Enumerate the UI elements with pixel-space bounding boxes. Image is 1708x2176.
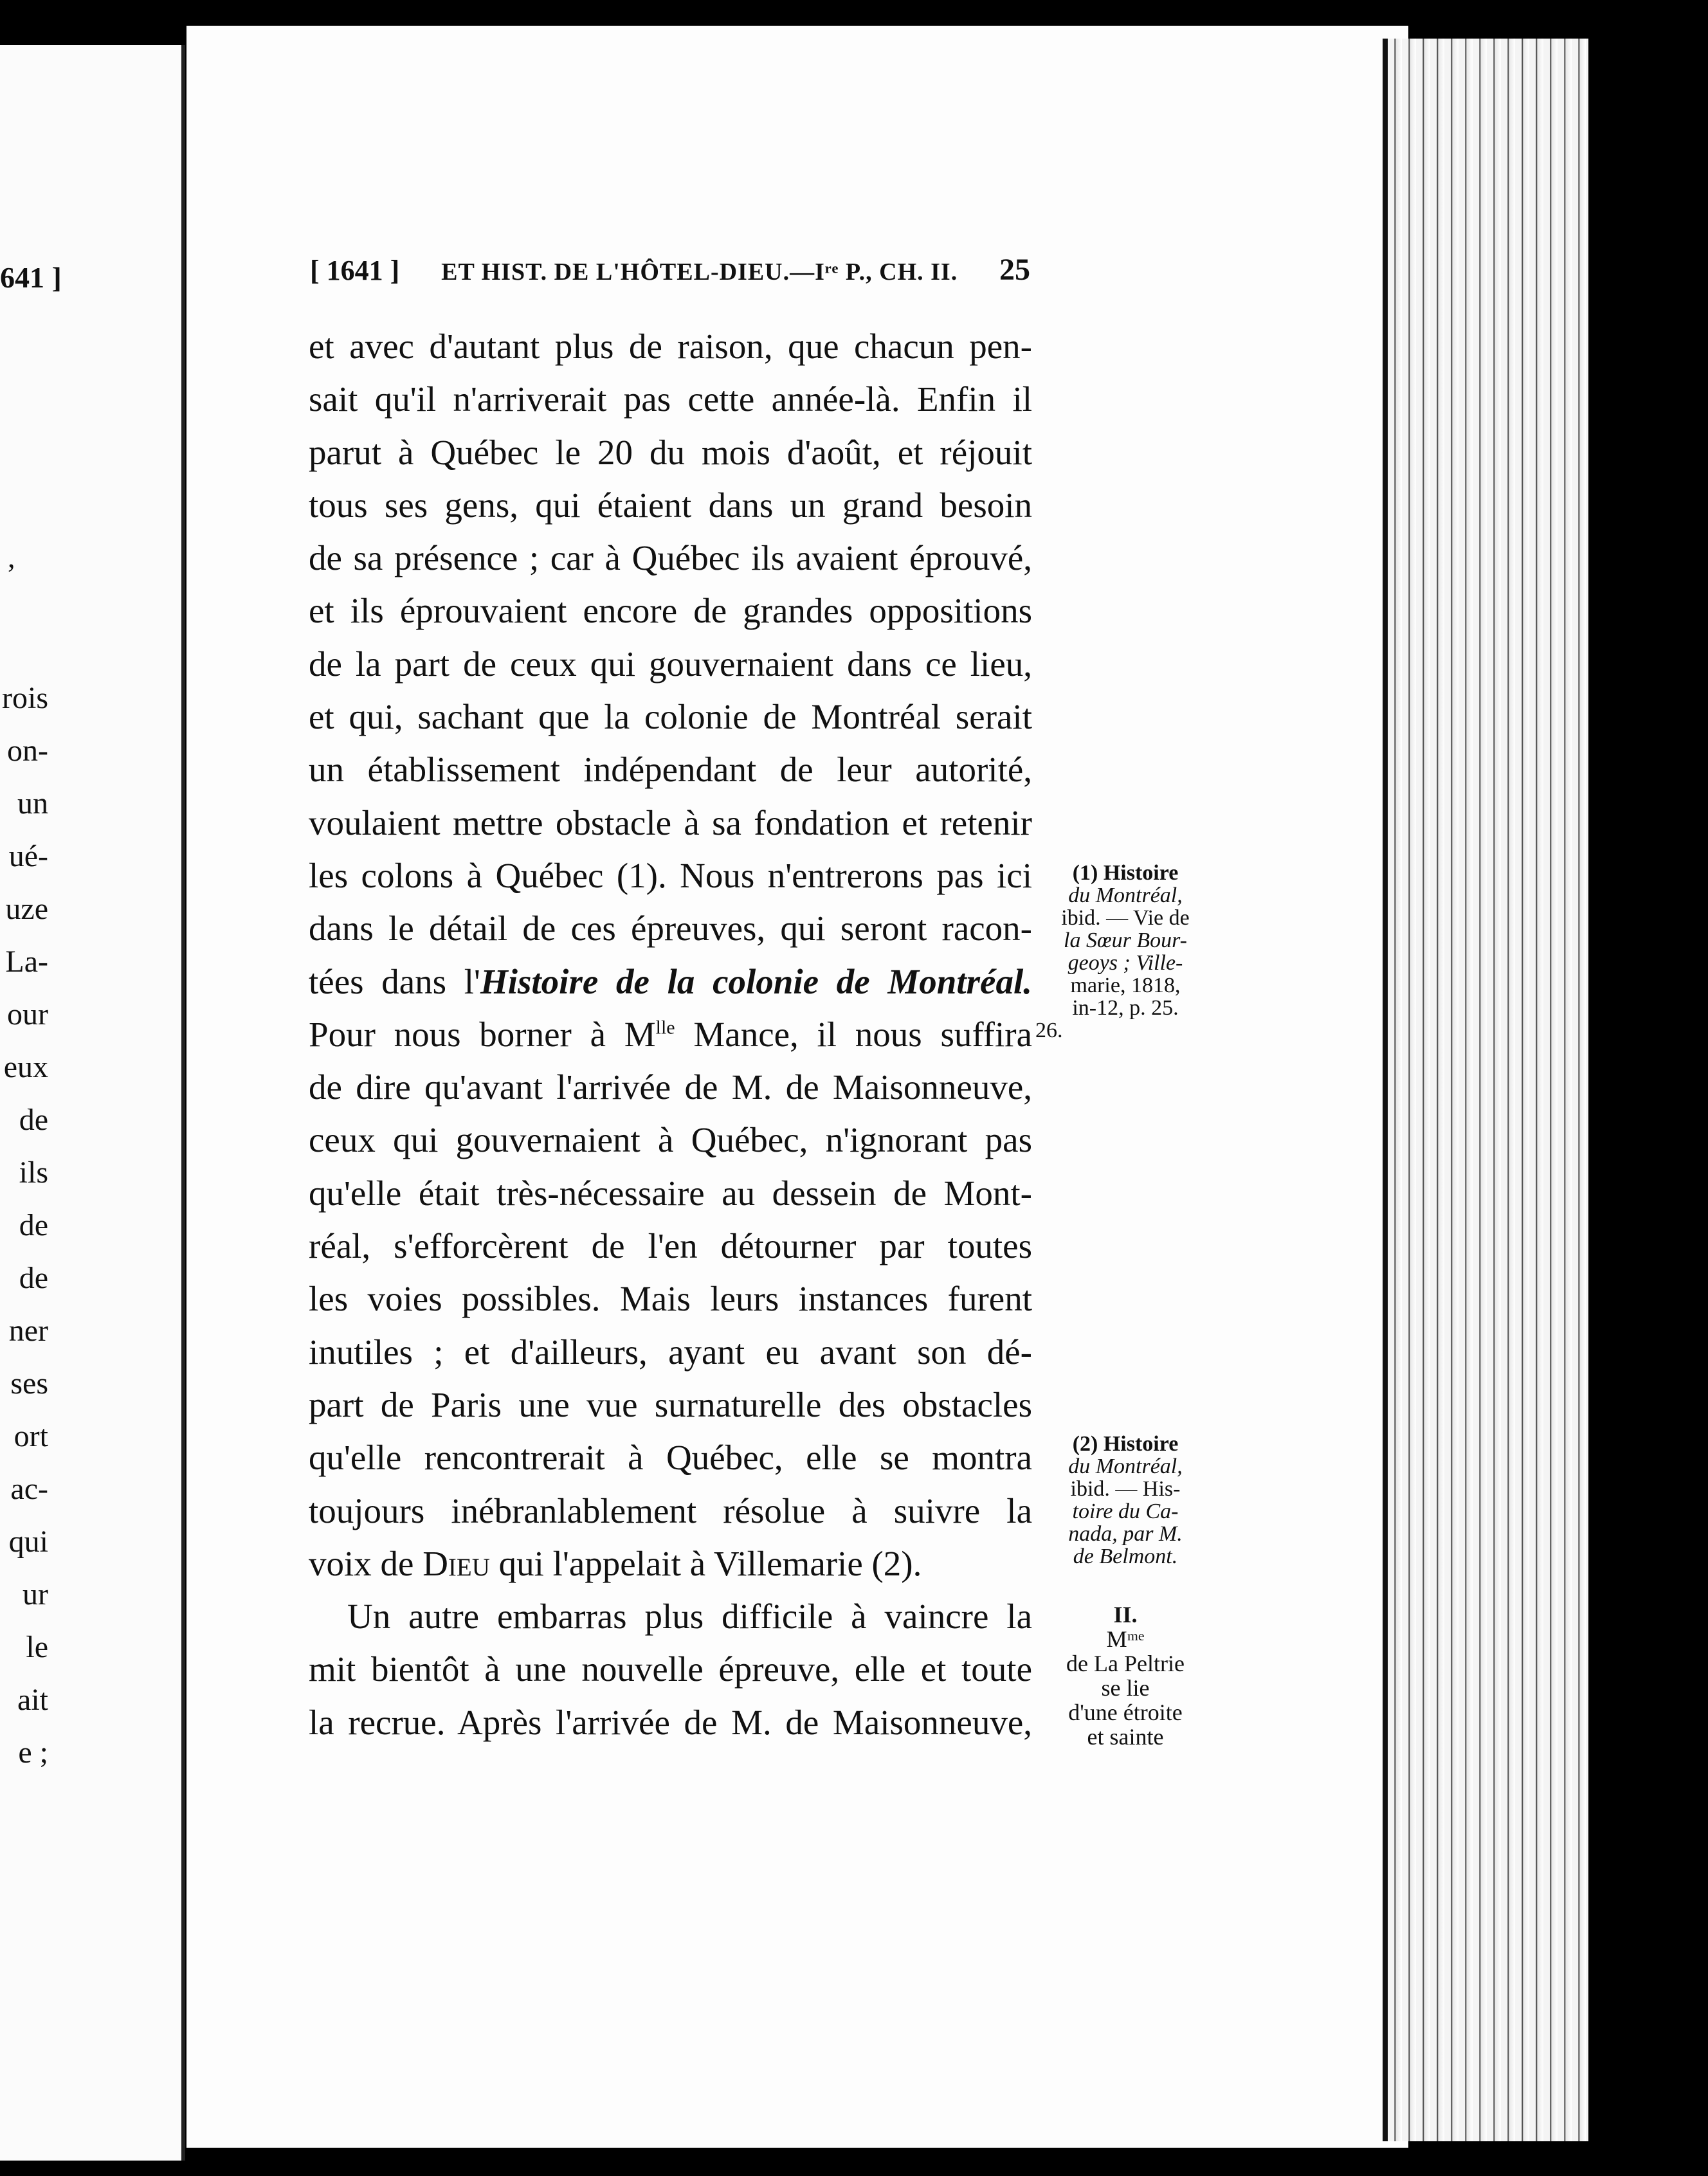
margin-summary: [1035, 1602, 1215, 1749]
summary-line: II.: [1113, 1602, 1138, 1627]
header-title: ET HIST. DE L'HÔTEL-DIEU.—Iʳᵉ P., CH. II.: [441, 258, 958, 286]
note-line: du Montréal,: [1068, 1455, 1183, 1478]
text-fragment: Pour nous borner à M: [309, 1014, 656, 1054]
left-line-end: ner: [8, 1314, 48, 1348]
note-line: nada, par M.: [1068, 1522, 1183, 1546]
left-line-end: ses: [10, 1366, 48, 1401]
text-line: inutiles ; et d'ailleurs, ayant eu avant son dé-: [309, 1332, 1032, 1372]
margin-note-2: [1035, 1433, 1215, 1568]
text-line: [309, 1008, 1032, 1061]
left-line-end: our: [7, 997, 48, 1031]
note-line: la Sœur Bour-: [1064, 929, 1187, 952]
left-page-line-ends: [0, 672, 48, 1779]
note-line: in-12, p. 25.: [1072, 996, 1179, 1020]
left-line-end: La-: [5, 945, 48, 979]
note-line: du Montréal,: [1068, 884, 1183, 907]
left-line-end: on-: [7, 734, 48, 768]
text-line: de sa présence ; car à Québec ils avaient éprouvé,: [309, 538, 1032, 578]
text-fragment: tées dans l': [309, 961, 480, 1001]
text-line: Un autre embarras plus difficile à vaincre la: [347, 1597, 1032, 1637]
text-line: un établissement indépendant de leur autorité,: [309, 750, 1032, 790]
summary-line: et sainte: [1087, 1724, 1164, 1750]
book-page-edge: [1383, 39, 1594, 2141]
left-line-end: ort: [14, 1419, 48, 1453]
header-year: [ 1641 ]: [310, 255, 400, 286]
note-line: marie, 1818,: [1070, 974, 1181, 997]
left-line-end: de: [19, 1261, 48, 1295]
left-line-end: ait: [17, 1683, 48, 1717]
left-line-end: rois: [2, 681, 48, 715]
text-fragment: qui l'appelait à Villemarie (2).: [489, 1543, 922, 1583]
text-line: [309, 1537, 1032, 1590]
text-line: toujours inébranlablement résolue à suivre la: [309, 1491, 1032, 1530]
summary-line: Mᵐᵉ: [1106, 1626, 1145, 1652]
left-line-end: ac-: [10, 1472, 48, 1506]
left-line-end: eux: [3, 1050, 48, 1084]
left-line-end: ils: [19, 1156, 48, 1190]
text-line: les voies possibles. Mais leurs instances furent: [309, 1279, 1032, 1319]
left-line-end: un: [17, 786, 48, 821]
running-header: [310, 252, 1030, 287]
facing-left-page: [0, 45, 185, 2161]
text-line: voulaient mettre obstacle à sa fondation et retenir: [309, 802, 1032, 842]
text-line: la recrue. Après l'arrivée de M. de Maisonneuve,: [309, 1702, 1032, 1742]
text-line: de dire qu'avant l'arrivée de M. de Maisonneuve,: [309, 1067, 1032, 1107]
text-line: les colons à Québec (1). Nous n'entrerons pas ici: [309, 855, 1032, 895]
summary-line: d'une étroite: [1068, 1700, 1183, 1725]
text-line: réal, s'efforcèrent de l'en détourner par toutes: [309, 1226, 1032, 1266]
note-line: (2) Histoire: [1072, 1432, 1179, 1456]
left-line-end: e ;: [18, 1736, 48, 1770]
text-line: dans le détail de ces épreuves, qui seront racon-: [309, 909, 1032, 948]
note-line: toire du Ca-: [1072, 1500, 1179, 1523]
summary-line: se lie: [1101, 1675, 1150, 1701]
text-line: qu'elle rencontrerait à Québec, elle se montra: [309, 1438, 1032, 1478]
left-line-end: qui: [8, 1525, 48, 1559]
summary-line: de La Peltrie: [1066, 1651, 1185, 1676]
left-line-end: le: [26, 1630, 48, 1664]
text-line: qu'elle était très-nécessaire au dessein de Mont-: [309, 1173, 1032, 1213]
left-page-comma: ,: [8, 541, 15, 574]
main-text: [309, 320, 1032, 1749]
text-line: sait qu'il n'arriverait pas cette année-là. Enfin il: [309, 379, 1032, 419]
note-line: ibid. — His-: [1070, 1477, 1181, 1501]
left-line-end: de: [19, 1208, 48, 1242]
text-line: de la part de ceux qui gouvernaient dans ce lieu,: [309, 644, 1032, 684]
note-line: ibid. — Vie de: [1061, 906, 1190, 930]
text-line: tous ses gens, qui étaient dans un grand besoin: [309, 485, 1032, 525]
text-line: et qui, sachant que la colonie de Montréal serait: [309, 697, 1032, 737]
scan-border: [1588, 0, 1708, 2176]
text-line: mit bientôt à une nouvelle épreuve, elle et toute: [309, 1649, 1032, 1689]
note-line: 26.: [1035, 1019, 1063, 1042]
page-number: 25: [999, 253, 1030, 287]
superscript: lle: [655, 1017, 675, 1038]
left-line-end: ur: [23, 1577, 48, 1611]
margin-note-1: [1035, 862, 1215, 1042]
left-line-end: ué-: [8, 839, 48, 873]
text-line: et avec d'autant plus de raison, que chacun pen-: [309, 327, 1032, 366]
text-line: et ils éprouvaient encore de grandes oppositions: [309, 591, 1032, 631]
left-line-end: de: [19, 1103, 48, 1137]
note-line: de Belmont.: [1073, 1545, 1178, 1568]
note-line: geoys ; Ville-: [1068, 951, 1183, 975]
text-fragment: Mance, il nous suffira: [675, 1014, 1033, 1054]
text-line: part de Paris une vue surnaturelle des obstacles: [309, 1384, 1032, 1424]
text-line: ceux qui gouvernaient à Québec, n'ignorant pas: [309, 1120, 1032, 1160]
left-line-end: uze: [5, 892, 48, 926]
note-line: (1) Histoire: [1072, 861, 1179, 885]
left-page-header: 641 ]: [0, 261, 62, 294]
text-line: [309, 956, 1032, 1008]
book-title-italic: Histoire de la colonie de Montréal.: [480, 961, 1033, 1001]
text-line: parut à Québec le 20 du mois d'août, et réjouit: [309, 432, 1032, 472]
small-caps-word: Dieu: [422, 1543, 490, 1583]
text-fragment: voix de: [309, 1543, 423, 1583]
